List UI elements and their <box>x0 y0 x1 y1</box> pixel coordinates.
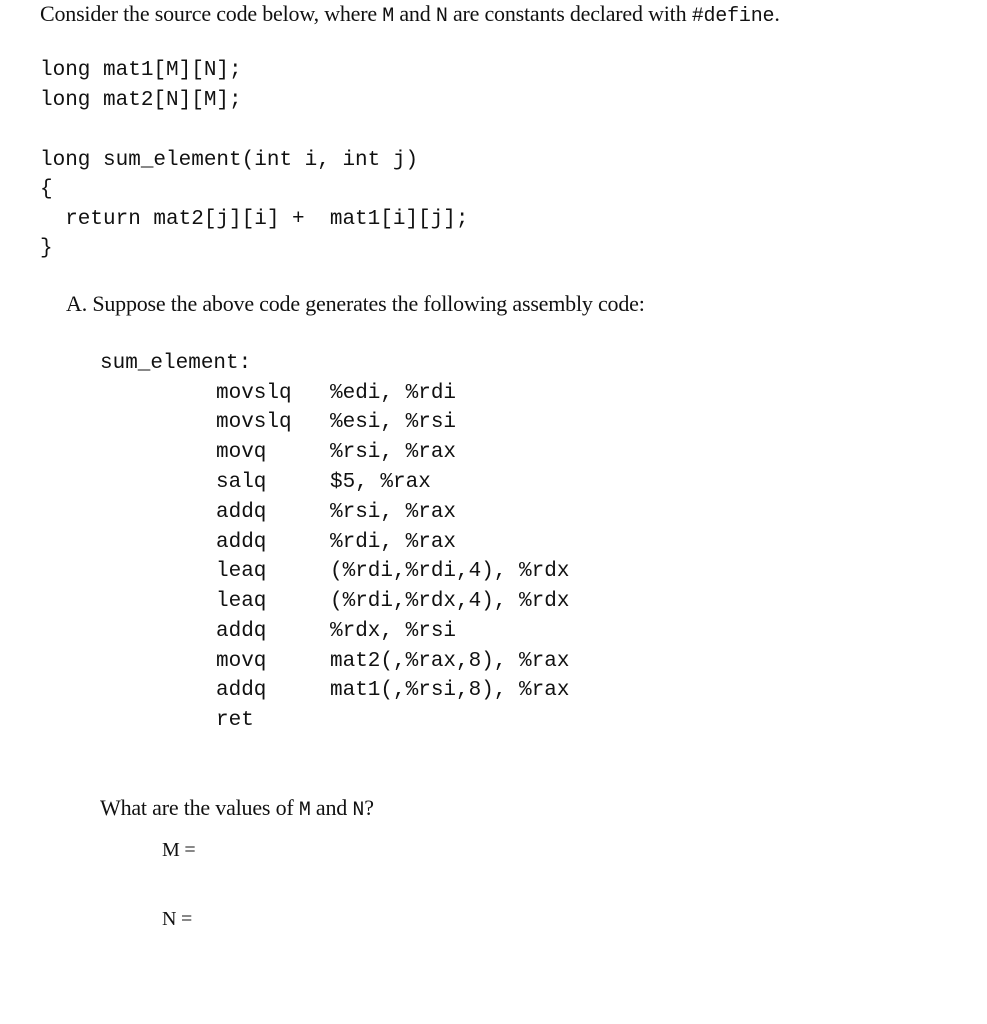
asm-opcode: movq <box>216 650 267 673</box>
question-part-1: What are the values of <box>100 795 299 820</box>
intro-n-constant: N <box>435 5 448 28</box>
question-n-constant: N <box>352 799 365 822</box>
answer-n-label: N = <box>162 908 193 930</box>
asm-operands: (%rdi,%rdx,4), %rdx <box>330 590 570 613</box>
part-a-text: Suppose the above code generates the following assembly code: <box>92 291 645 316</box>
asm-operands: %rdi, %rax <box>330 531 457 554</box>
code-line-close-brace: } <box>40 237 53 260</box>
answer-m-label: M = <box>162 839 196 861</box>
asm-opcode: movslq <box>216 382 292 405</box>
code-line-mat2-decl: long mat2[N][M]; <box>40 89 242 112</box>
code-line-open-brace: { <box>40 178 53 201</box>
asm-opcode: leaq <box>216 590 267 613</box>
asm-operands: mat1(,%rsi,8), %rax <box>330 679 570 702</box>
asm-opcode: movq <box>216 441 267 464</box>
part-a-label: A. <box>66 291 87 316</box>
intro-text <box>40 3 780 27</box>
question-text <box>100 797 374 821</box>
question-part-2: and <box>310 795 353 820</box>
question-m-constant: M <box>298 799 311 822</box>
intro-define-keyword: #define <box>691 5 775 28</box>
asm-opcode: addq <box>216 501 267 524</box>
intro-m-constant: M <box>382 5 395 28</box>
part-a-heading <box>66 293 645 315</box>
code-line-function-signature: long sum_element(int i, int j) <box>40 149 419 172</box>
code-line-mat1-decl: long mat1[M][N]; <box>40 59 242 82</box>
asm-operands: %edi, %rdi <box>330 382 457 405</box>
asm-opcode: addq <box>216 679 267 702</box>
asm-operands: $5, %rax <box>330 471 431 494</box>
asm-operands: %esi, %rsi <box>330 411 457 434</box>
asm-opcode: addq <box>216 531 267 554</box>
asm-opcode: leaq <box>216 560 267 583</box>
intro-part-1: Consider the source code below, where <box>40 1 383 26</box>
asm-opcode: addq <box>216 620 267 643</box>
intro-part-2: and <box>394 1 436 26</box>
asm-operands: %rsi, %rax <box>330 501 457 524</box>
asm-operands: %rdx, %rsi <box>330 620 457 643</box>
intro-part-3: are constants declared with <box>447 1 692 26</box>
asm-operands: mat2(,%rax,8), %rax <box>330 650 570 673</box>
assembly-function-label: sum_element: <box>100 352 252 375</box>
asm-operands: %rsi, %rax <box>330 441 457 464</box>
question-part-3: ? <box>364 795 374 820</box>
intro-period: . <box>774 1 780 26</box>
asm-operands: (%rdi,%rdi,4), %rdx <box>330 560 570 583</box>
asm-opcode: ret <box>216 709 254 732</box>
asm-opcode: movslq <box>216 411 292 434</box>
asm-opcode: salq <box>216 471 267 494</box>
code-line-return: return mat2[j][i] + mat1[i][j]; <box>40 208 469 231</box>
